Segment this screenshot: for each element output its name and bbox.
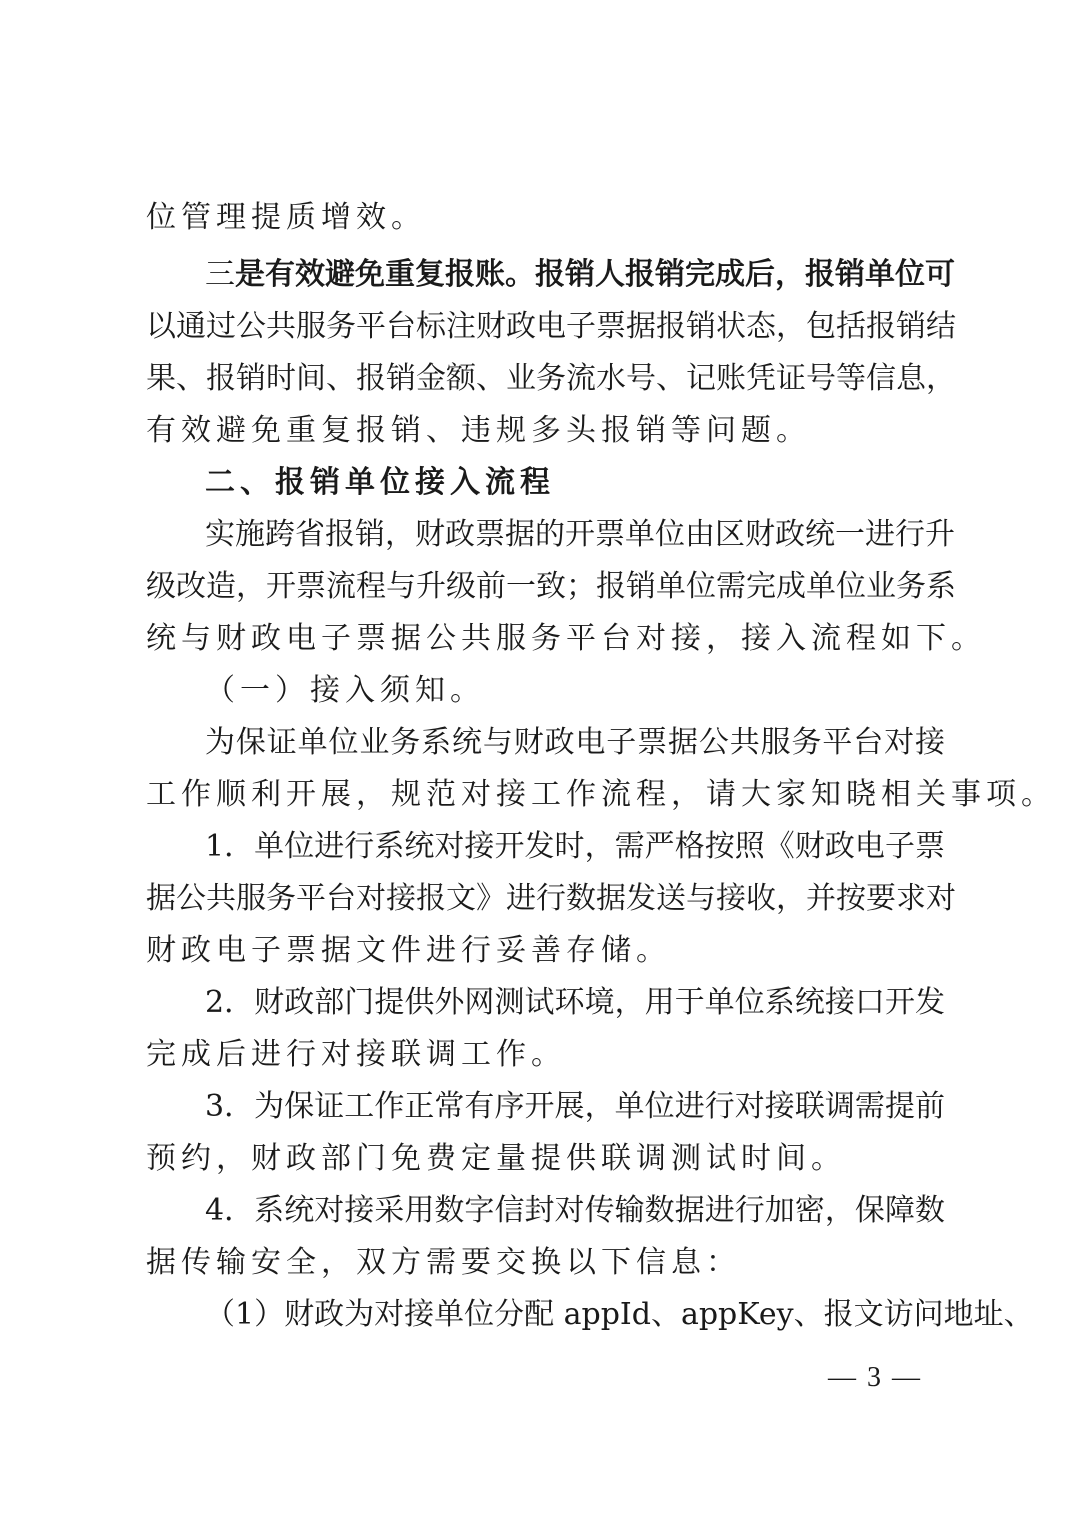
paragraph-line: 级改造，开票流程与升级前一致；报销单位需完成单位业务系 <box>146 569 956 604</box>
paragraph-line: 以通过公共服务平台标注财政电子票据报销状态，包括报销结 <box>146 309 956 344</box>
subsection-heading: （一）接入须知。 <box>205 673 485 708</box>
paragraph-line: 完成后进行对接联调工作。 <box>146 1037 566 1072</box>
paragraph-line: 统与财政电子票据公共服务平台对接，接入流程如下。 <box>146 621 986 656</box>
paragraph-line: 财政电子票据文件进行妥善存储。 <box>146 933 671 968</box>
list-item-line: 2．财政部门提供外网测试环境，用于单位系统接口开发 <box>205 985 945 1020</box>
list-item-line: 3．为保证工作正常有序开展，单位进行对接联调需提前 <box>205 1089 945 1124</box>
paragraph-line: 预约，财政部门免费定量提供联调测试时间。 <box>146 1141 846 1176</box>
section-heading: 二、报销单位接入流程 <box>205 465 555 500</box>
page-number: — 3 — <box>828 1362 922 1393</box>
list-item-line: （1）财政为对接单位分配 appId、appKey、报文访问地址、 <box>205 1297 1034 1332</box>
paragraph-line: 位管理提质增效。 <box>146 200 426 235</box>
lead-ordinal: 三 <box>205 257 235 292</box>
paragraph-line: 据传输安全，双方需要交换以下信息： <box>146 1245 741 1280</box>
paragraph-line: 有效避免重复报销、违规多头报销等问题。 <box>146 413 811 448</box>
list-item-line: 4．系统对接采用数字信封对传输数据进行加密，保障数 <box>205 1193 945 1228</box>
paragraph-line: 为保证单位业务系统与财政电子票据公共服务平台对接 <box>205 725 945 760</box>
paragraph-line: 三是有效避免重复报账。报销人报销完成后，报销单位可 <box>205 257 955 292</box>
paragraph-line: 据公共服务平台对接报文》进行数据发送与接收，并按要求对 <box>146 881 956 916</box>
list-item-line: 1．单位进行系统对接开发时，需严格按照《财政电子票 <box>205 829 945 864</box>
paragraph-line: 果、报销时间、报销金额、业务流水号、记账凭证号等信息， <box>146 361 956 396</box>
paragraph-line: 实施跨省报销，财政票据的开票单位由区财政统一进行升 <box>205 517 955 552</box>
paragraph-line: 工作顺利开展，规范对接工作流程，请大家知晓相关事项。 <box>146 777 1056 812</box>
